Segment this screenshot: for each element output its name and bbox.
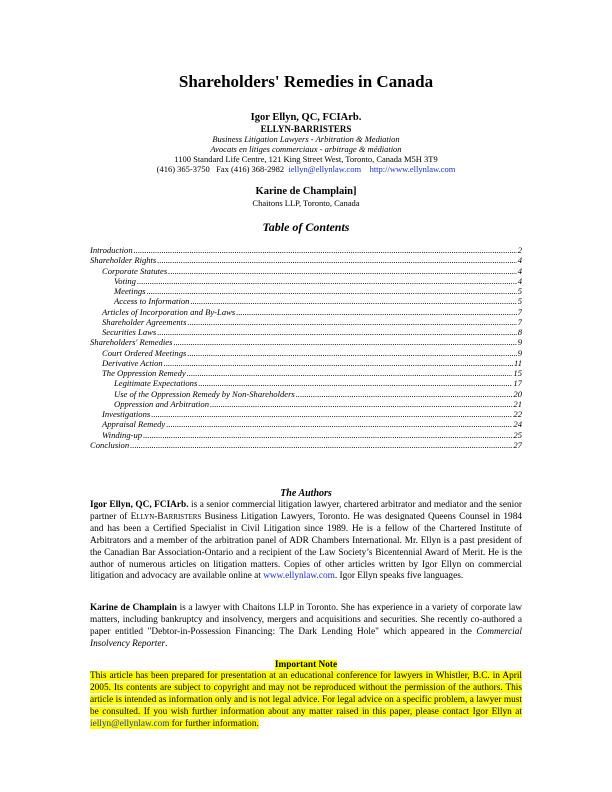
author2-name: Karine de Champlain xyxy=(255,186,353,197)
toc-entry-page: 4 xyxy=(517,275,522,286)
toc-entry-label: Securities Laws xyxy=(102,327,157,337)
toc-entry[interactable] xyxy=(90,419,522,429)
toc-leader-dots xyxy=(164,358,513,368)
toc-entry[interactable] xyxy=(90,440,522,450)
bio2-text-a: is a lawyer with Chaitons LLP in Toronto. She has experience in a variety of corporate law matters, including bankruptcy and insolvency, mergers and acquisitions and securities. She recently co-authored a paper entitled "Debtor-in-Possession Financing: The Dark Lending Hole" which appeared in the xyxy=(90,603,523,637)
toc-entry-label: The Oppression Remedy xyxy=(102,368,186,378)
toc-entry-label: Use of the Oppression Remedy by Non-Shareholders xyxy=(114,388,295,399)
toc-entry-page: 7 xyxy=(517,306,522,317)
toc-entry-page: 24 xyxy=(513,419,522,430)
note-text-a: This article has been prepared for presentation at an educational conference for lawyers in Whistler, B.C. in April 2005. Its contents are subject to copyright and may not be reproduced without the permission of the authors. This article is intended as information only and is not legal advice. For legal advice on a specific problem, a lawyer must be consulted. If you wish further information about any matter raised in this paper, please contact Igor Ellyn at xyxy=(90,671,522,717)
author1-contact-line xyxy=(0,164,612,174)
author2-name-suffix: ] xyxy=(352,186,357,197)
toc-entry[interactable] xyxy=(90,276,522,286)
toc-leader-dots xyxy=(134,245,517,255)
toc-entry-page: 20 xyxy=(513,388,522,399)
toc-leader-dots xyxy=(137,276,517,286)
toc-entry-page: 9 xyxy=(517,347,522,358)
toc-entry-page: 15 xyxy=(513,368,522,378)
toc-entry[interactable] xyxy=(90,307,522,317)
author1-firm: ELLYN-BARRISTERS xyxy=(260,124,352,134)
toc-entry-label: Conclusion xyxy=(90,439,130,450)
bio1-firm: Ellyn-Barristers xyxy=(130,511,202,522)
toc-entry-page: 21 xyxy=(513,398,522,409)
toc-leader-dots xyxy=(157,255,516,265)
table-of-contents xyxy=(90,245,522,450)
toc-entry-page: 4 xyxy=(517,265,522,276)
toc-leader-dots xyxy=(168,266,517,276)
toc-entry-label: Derivative Action xyxy=(102,357,163,368)
toc-leader-dots xyxy=(130,440,512,450)
toc-entry[interactable] xyxy=(90,378,522,388)
author1-tagline-fr: Avocats en litiges commerciaux - arbitrage & médiation xyxy=(210,144,402,154)
toc-leader-dots xyxy=(198,378,512,388)
toc-leader-dots xyxy=(166,419,512,429)
toc-entry-label: Meetings xyxy=(114,286,146,296)
important-note-title xyxy=(0,660,612,670)
toc-entry-page: 8 xyxy=(517,327,522,337)
bio2-text-b: . xyxy=(165,638,168,649)
authors-heading: The Authors xyxy=(280,488,332,499)
toc-entry-page: 5 xyxy=(517,296,522,307)
note-text-b: for further information. xyxy=(169,718,259,729)
toc-leader-dots xyxy=(236,307,517,317)
important-note-title-text: Important Note xyxy=(274,660,338,670)
toc-entry-label: Shareholders' Remedies xyxy=(90,337,173,348)
author1-tagline-en: Business Litigation Lawyers - Arbitration & Mediation xyxy=(212,134,400,144)
toc-entry-page: 22 xyxy=(513,409,522,419)
author1-fax: Fax (416) 368-2982 xyxy=(216,164,285,174)
toc-entry[interactable] xyxy=(90,337,522,347)
bio2-name: Karine de Champlain xyxy=(90,603,177,613)
toc-leader-dots xyxy=(173,337,516,347)
author1-bio xyxy=(90,500,522,583)
toc-leader-dots xyxy=(147,286,517,296)
toc-entry-label: Winding-up xyxy=(102,429,143,440)
toc-leader-dots xyxy=(296,389,513,399)
bio1-name: Igor Ellyn, QC, FCIArb. xyxy=(90,500,189,510)
toc-entry[interactable] xyxy=(90,368,522,378)
toc-leader-dots xyxy=(143,430,512,440)
important-note-body xyxy=(90,671,522,731)
toc-entry[interactable] xyxy=(90,266,522,276)
toc-entry-label: Corporate Statutes xyxy=(102,265,168,276)
toc-heading: Table of Contents xyxy=(262,220,350,234)
toc-leader-dots xyxy=(187,317,516,327)
author1-phone: (416) 365-3750 xyxy=(156,164,210,174)
bio1-text-a: is a senior commercial litigation lawyer, chartered arbitrator and mediator and the senior partner of xyxy=(90,500,522,522)
toc-leader-dots xyxy=(151,409,512,419)
toc-entry-page: 5 xyxy=(517,286,522,296)
toc-entry-label: Shareholder Agreements xyxy=(102,316,187,327)
toc-entry-page: 2 xyxy=(517,245,522,255)
bio1-text-b: Business Litigation Lawyers, Toronto. He was designated Queens Counsel in 1984 and has been a Certified Specialist in Civil Litigation since 1989. He is a fellow of the Chartered Institute of Arbitrators and a member of the arbitration panel of ADR Chambers International. Mr. Ellyn is a past president of the Canadian Bar Association-Ontario and a recipient of the Law Society’s Bicentennial Award of Merit. He is the author of numerous articles on litigation matters. Copies of other articles written by Igor Ellyn on commercial litigation and advocacy are available online at xyxy=(90,511,522,582)
toc-entry-page: 25 xyxy=(513,429,522,440)
toc-entry-page: 4 xyxy=(517,255,522,266)
author2-name-line xyxy=(0,186,612,197)
author1-address: 1100 Standard Life Centre, 121 King Street West, Toronto, Canada M5H 3T9 xyxy=(174,154,438,164)
toc-entry[interactable] xyxy=(90,327,522,337)
toc-leader-dots xyxy=(190,296,516,306)
toc-entry-page: 11 xyxy=(514,357,522,368)
toc-entry-label: Articles of Incorporation and By-Laws xyxy=(102,306,236,317)
toc-entry[interactable] xyxy=(90,317,522,327)
toc-entry[interactable] xyxy=(90,409,522,419)
toc-entry-label: Shareholder Rights xyxy=(90,255,157,266)
toc-entry[interactable] xyxy=(90,399,522,409)
toc-entry-page: 27 xyxy=(513,439,522,450)
bio1-website-link[interactable]: www.ellynlaw.com xyxy=(263,571,335,582)
bio1-text-c: . Igor Ellyn speaks five languages. xyxy=(334,571,464,582)
author2-bio xyxy=(90,603,522,651)
toc-entry-label: Court Ordered Meetings xyxy=(102,347,187,358)
toc-entry-label: Access to Information xyxy=(114,296,190,307)
toc-entry[interactable] xyxy=(90,255,522,265)
toc-leader-dots xyxy=(157,327,517,337)
toc-leader-dots xyxy=(187,348,516,358)
bio2-journal: Commercial Insolvency Reporter xyxy=(90,626,522,649)
toc-entry-page: 7 xyxy=(517,316,522,327)
toc-entry-label: Oppression and Arbitration xyxy=(114,398,210,409)
note-email-link[interactable]: iellyn@ellynlaw.com xyxy=(90,718,170,729)
toc-entry[interactable] xyxy=(90,296,522,306)
author1-website-link[interactable]: http://www.ellynlaw.com xyxy=(369,164,456,174)
toc-entry-label: Voting xyxy=(114,275,136,286)
toc-entry[interactable] xyxy=(90,348,522,358)
toc-entry-label: Investigations xyxy=(102,409,151,419)
toc-entry[interactable] xyxy=(90,389,522,399)
toc-entry-label: Appraisal Remedy xyxy=(102,419,166,430)
toc-entry[interactable] xyxy=(90,358,522,368)
document-title: Shareholders' Remedies in Canada xyxy=(178,72,434,91)
toc-entry-label: Legitimate Expectations xyxy=(114,378,198,389)
toc-entry-page: 17 xyxy=(513,378,522,389)
toc-entry[interactable] xyxy=(90,286,522,296)
toc-leader-dots xyxy=(187,368,513,378)
toc-entry-page: 9 xyxy=(517,337,522,348)
toc-entry[interactable] xyxy=(90,430,522,440)
toc-leader-dots xyxy=(210,399,512,409)
author1-email-link[interactable]: iellyn@ellynlaw.com xyxy=(288,164,362,174)
toc-entry[interactable] xyxy=(90,245,522,255)
author1-name: Igor Ellyn, QC, FCIArb. xyxy=(250,112,362,123)
author2-affiliation: Chaitons LLP, Toronto, Canada xyxy=(252,198,360,208)
toc-entry-label: Introduction xyxy=(90,245,133,255)
